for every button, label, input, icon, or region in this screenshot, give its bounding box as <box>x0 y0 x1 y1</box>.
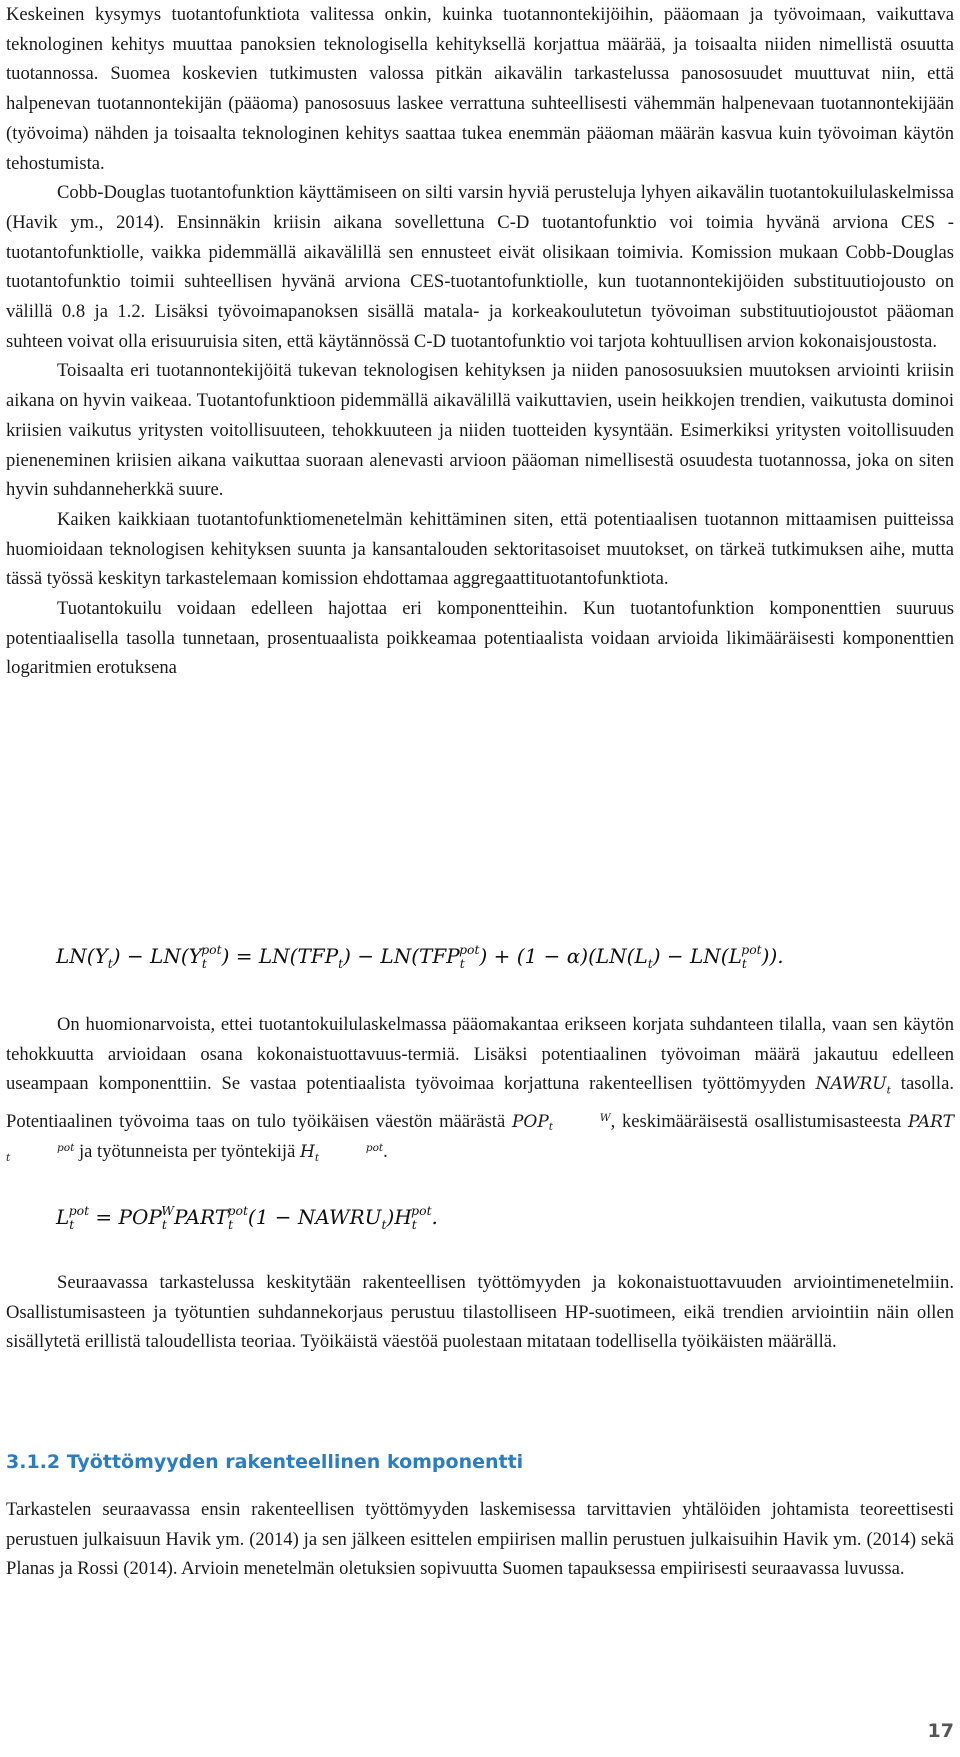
paragraph-5: Tuotantokuilu voidaan edelleen hajottaa eri komponentteihin. Kun tuotantofunktion komponenttien suuruus potentiaalisella tasolla tunnetaan, prosentuaalista poikkeamaa potentiaalista voidaan arvioida likimääräisesti komponenttien logaritmien erotuksena <box>6 598 954 679</box>
section-heading: 3.1.2 Työttömyyden rakenteellinen komponentti <box>6 1451 524 1473</box>
equation-potential-labour: $L_t^{pot}$ = $POP_t^WPART_t^{pot}(1$ − $NAWRU_t)H_t^{pot}$. <box>56 1202 438 1232</box>
paragraph-2: Cobb-Douglas tuotantofunktion käyttämiseen on silti varsin hyviä perusteluja lyhyen aikavälin tuotantokuilulaskelmissa (Havik ym., 2014). Ensinnäkin kriisin aikana sovellettuna C-D tuotantofunktio voi toimia hyvänä arviona CES -tuotantofunktiolle, vaikka pidemmällä aikavälillä sen ennusteet eivät olisikaan toimivia. Komission mukaan Cobb-Douglas tuotantofunktio toimii suhteellisen hyvänä arviona CES-tuotantofunktiolle, kun tuotannontekijöiden substituutiojousto on välillä 0.8 ja 1.2. Lisäksi työvoimapanoksen sisällä matala- ja korkeakoulutetun työvoiman substituutiojoustot pääoman suhteen voivat olla erisuuruisia siten, että käytännössä C-D tuotantofunktio voi tarjota kohtuullisen arvion kokonaisjoustosta. <box>6 182 954 352</box>
body-text-lower <box>6 1268 954 1357</box>
body-text-top <box>6 0 954 683</box>
body-text-middle <box>6 1010 954 1168</box>
paragraph-8: Tarkastelen seuraavassa ensin rakenteellisen työttömyyden laskemisessa tarvittavien yhtälöiden johtamista teoreettisesti perustuen julkaisuun Havik ym. (2014) ja sen jälkeen esittelen empiirisen mallin perustuen julkaisuihin Havik ym. (2014) sekä Planas ja Rossi (2014). Arvioin menetelmän oletuksien sopivuutta Suomen tapauksessa empiirisesti seuraavassa luvussa. <box>6 1499 954 1580</box>
page-number: 17 <box>927 1720 954 1742</box>
body-text-section <box>6 1495 954 1584</box>
paragraph-7: Seuraavassa tarkastelussa keskitytään rakenteellisen työttömyyden ja kokonaistuottavuuden arviointimenetelmiin. Osallistumisasteen ja työtuntien suhdannekorjaus perustuu tilastolliseen HP-suotimeen, eikä trendien arviointiin näin ollen sisällytetä erillistä taloudellista teoriaa. Työikäistä väestöä puolestaan mitataan todellisella työikäisten määrällä. <box>6 1272 954 1353</box>
paragraph-1: Keskeinen kysymys tuotantofunktiota valitessa onkin, kuinka tuotannontekijöihin, pääomaan ja työvoimaan, vaikuttava teknologinen kehitys muuttaa panoksien teknologisella kehityksellä korjattua määrää, ja toisaalta niiden nimellistä osuutta tuotannossa. Suomea koskevien tutkimusten valossa pitkän aikavälin tarkastelussa panososuudet muuttuvat niin, että halpenevan tuotannontekijän (pääoma) panososuus laskee verrattuna suhteellisesti vähemmän halpenevaan tuotannontekijään (työvoima) nähden ja toisaalta teknologinen kehitys saattaa tukea enemmän pääoman määrän kasvua kuin työvoiman käytön tehostumista. <box>6 4 954 174</box>
part-symbol: PARTpot t <box>6 1111 954 1164</box>
hours-symbol: H pot t <box>300 1142 384 1164</box>
nawru-symbol: $NAWRU_t$ <box>815 1074 891 1097</box>
paragraph-4: Kaiken kaikkiaan tuotantofunktiomenetelmän kehittäminen siten, että potentiaalisen tuotannon mittaamisen puitteissa huomioidaan teknologisen kehityksen suunta ja kansantalouden sektoritasoiset muutokset, on tärkeä tutkimuksen aihe, mutta tässä työssä keskityn tarkastelemaan komission ehdottamaa aggregaattituotantofunktiota. <box>6 508 954 590</box>
paragraph-3: Toisaalta eri tuotannontekijöitä tukevan teknologisen kehityksen ja niiden panososuuksien muutoksen arviointi kriisin aikana on hyvin vaikeaa. Tuotantofunktioon pidemmällä aikavälillä vaikuttavien, usein heikkojen trendien, vaikutusta dominoi kriisien vaikutus yritysten voitollisuuteen, tehokkuuteen ja niiden tuotteiden kysyntään. Esimerkiksi yritysten voitollisuuden pieneneminen kriisien aikana vaikuttaa suoraan alenevasti arvioon pääoman nimellisestä osuudesta tuotannossa, joka on siten hyvin suhdanneherkkä suure. <box>6 360 954 501</box>
pop-symbol: POP W t <box>511 1111 611 1134</box>
paragraph-6: On huomionarvoista, ettei tuotantokuilulaskelmassa pääomakantaa erikseen korjata suhdanteen tilalla, vaan sen käytön tehokkuutta arvioidaan osana kokonaistuottavuus-termiä. Lisäksi potentiaalinen työvoiman määrä jakautuu edelleen useampaan komponenttiin. Se vastaa potentiaalista työvoimaa korjattuna rakenteellisen työttömyyden $NAWRU_t$ tasolla. Potentiaalinen työvoima taas on tulo työikäisen väestön määrästä POP W t , keskimääräisestä osallistumisasteesta PARTpot t ja työtunneista per työntekijä H pot t . <box>6 1014 954 1164</box>
equation-output-gap: $LN(Y_t) - LN(Y_t^{pot}) = LN(TFP_t) - LN(TFP_t^{pot}) + (1 - \alpha)(LN(L_t) - LN(L_t^{pot}))$. <box>56 941 784 971</box>
